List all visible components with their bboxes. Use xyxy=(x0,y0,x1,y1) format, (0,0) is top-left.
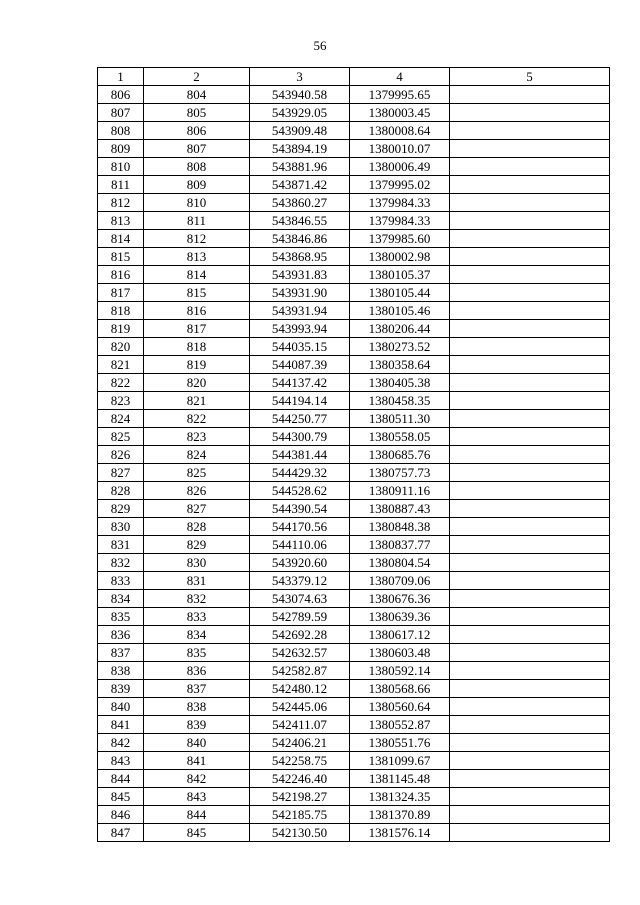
table-cell: 543846.86 xyxy=(250,230,350,248)
table-cell: 1380002.98 xyxy=(350,248,450,266)
table-cell: 827 xyxy=(98,464,144,482)
table-row xyxy=(98,788,610,806)
table-cell: 812 xyxy=(98,194,144,212)
table-cell xyxy=(450,752,610,770)
table-cell: 841 xyxy=(98,716,144,734)
table-cell: 822 xyxy=(98,374,144,392)
table-cell xyxy=(450,356,610,374)
table-cell: 1380592.14 xyxy=(350,662,450,680)
table-row xyxy=(98,572,610,590)
table-cell: 1380617.12 xyxy=(350,626,450,644)
table-cell: 1380639.36 xyxy=(350,608,450,626)
table-cell: 542406.21 xyxy=(250,734,350,752)
table-cell xyxy=(450,716,610,734)
table-cell: 1381576.14 xyxy=(350,824,450,842)
table-row xyxy=(98,500,610,518)
table-cell: 820 xyxy=(98,338,144,356)
table-cell: 814 xyxy=(144,266,250,284)
table-cell: 809 xyxy=(144,176,250,194)
table-cell: 829 xyxy=(144,536,250,554)
table-cell: 817 xyxy=(144,320,250,338)
table-cell: 542480.12 xyxy=(250,680,350,698)
column-header: 2 xyxy=(144,68,250,86)
table-row xyxy=(98,86,610,104)
table-row xyxy=(98,446,610,464)
table-cell xyxy=(450,122,610,140)
table-cell xyxy=(450,824,610,842)
table-cell: 838 xyxy=(98,662,144,680)
table-row xyxy=(98,356,610,374)
table-cell: 824 xyxy=(98,410,144,428)
table-cell xyxy=(450,446,610,464)
table-cell: 1380568.66 xyxy=(350,680,450,698)
table-cell: 1380511.30 xyxy=(350,410,450,428)
table-cell: 1380105.37 xyxy=(350,266,450,284)
table-cell: 543909.48 xyxy=(250,122,350,140)
table-cell: 1379984.33 xyxy=(350,212,450,230)
table-cell: 544035.15 xyxy=(250,338,350,356)
table-cell: 1380560.64 xyxy=(350,698,450,716)
table-cell: 543894.19 xyxy=(250,140,350,158)
table-cell: 841 xyxy=(144,752,250,770)
table-cell xyxy=(450,374,610,392)
table-cell: 544194.14 xyxy=(250,392,350,410)
table-cell: 815 xyxy=(98,248,144,266)
table-body xyxy=(98,86,610,842)
table-cell: 1380006.49 xyxy=(350,158,450,176)
table-cell: 542582.87 xyxy=(250,662,350,680)
table-cell: 843 xyxy=(144,788,250,806)
table-cell: 826 xyxy=(98,446,144,464)
table-row xyxy=(98,266,610,284)
table-cell xyxy=(450,626,610,644)
table-cell xyxy=(450,194,610,212)
table-cell: 840 xyxy=(98,698,144,716)
table-cell: 1380757.73 xyxy=(350,464,450,482)
table-cell xyxy=(450,518,610,536)
table-cell: 847 xyxy=(98,824,144,842)
table-cell xyxy=(450,608,610,626)
table-row xyxy=(98,824,610,842)
table-cell: 1379984.33 xyxy=(350,194,450,212)
table-cell xyxy=(450,320,610,338)
table-cell xyxy=(450,536,610,554)
table-cell: 543881.96 xyxy=(250,158,350,176)
table-cell: 542130.50 xyxy=(250,824,350,842)
table-cell: 1380887.43 xyxy=(350,500,450,518)
column-header: 1 xyxy=(98,68,144,86)
table-cell: 825 xyxy=(144,464,250,482)
table-cell: 544429.32 xyxy=(250,464,350,482)
table-cell: 842 xyxy=(98,734,144,752)
table-cell: 810 xyxy=(98,158,144,176)
table-cell: 818 xyxy=(98,302,144,320)
table-cell: 543871.42 xyxy=(250,176,350,194)
table-cell: 830 xyxy=(144,554,250,572)
table-cell: 822 xyxy=(144,410,250,428)
table-cell: 543920.60 xyxy=(250,554,350,572)
table-cell xyxy=(450,230,610,248)
table-cell: 834 xyxy=(98,590,144,608)
coordinates-table xyxy=(97,67,610,842)
table-cell: 821 xyxy=(98,356,144,374)
table-cell: 826 xyxy=(144,482,250,500)
table-cell: 831 xyxy=(98,536,144,554)
table-cell: 544137.42 xyxy=(250,374,350,392)
table-cell: 1380911.16 xyxy=(350,482,450,500)
table-cell: 543074.63 xyxy=(250,590,350,608)
table-cell: 1381145.48 xyxy=(350,770,450,788)
table-cell: 804 xyxy=(144,86,250,104)
table-cell: 838 xyxy=(144,698,250,716)
table-cell: 1380003.45 xyxy=(350,104,450,122)
table-cell xyxy=(450,410,610,428)
table-cell: 1380105.44 xyxy=(350,284,450,302)
table-cell: 1381370.89 xyxy=(350,806,450,824)
table-row xyxy=(98,176,610,194)
table-row xyxy=(98,770,610,788)
table-row xyxy=(98,608,610,626)
table-cell: 542246.40 xyxy=(250,770,350,788)
table-cell xyxy=(450,284,610,302)
table-cell: 814 xyxy=(98,230,144,248)
table-cell: 543868.95 xyxy=(250,248,350,266)
table-cell: 1380676.36 xyxy=(350,590,450,608)
table-row xyxy=(98,392,610,410)
table-row xyxy=(98,716,610,734)
table-row xyxy=(98,626,610,644)
table-cell xyxy=(450,140,610,158)
table-cell: 839 xyxy=(144,716,250,734)
table-cell: 543940.58 xyxy=(250,86,350,104)
table-row xyxy=(98,698,610,716)
table-cell: 827 xyxy=(144,500,250,518)
table-cell xyxy=(450,266,610,284)
table-row xyxy=(98,284,610,302)
table-cell: 543929.05 xyxy=(250,104,350,122)
column-header: 5 xyxy=(450,68,610,86)
table-cell: 835 xyxy=(144,644,250,662)
table-cell: 835 xyxy=(98,608,144,626)
table-cell: 824 xyxy=(144,446,250,464)
table-cell: 816 xyxy=(144,302,250,320)
table-cell: 825 xyxy=(98,428,144,446)
table-cell: 813 xyxy=(98,212,144,230)
table-cell xyxy=(450,500,610,518)
table-cell: 811 xyxy=(144,212,250,230)
table-cell: 832 xyxy=(98,554,144,572)
table-cell: 544300.79 xyxy=(250,428,350,446)
table-cell: 544528.62 xyxy=(250,482,350,500)
table-cell: 832 xyxy=(144,590,250,608)
table-cell: 1380105.46 xyxy=(350,302,450,320)
table-cell: 844 xyxy=(144,806,250,824)
table-cell xyxy=(450,302,610,320)
table-row xyxy=(98,122,610,140)
table-cell: 543860.27 xyxy=(250,194,350,212)
table-cell: 542411.07 xyxy=(250,716,350,734)
table-cell: 544381.44 xyxy=(250,446,350,464)
table-cell xyxy=(450,734,610,752)
table-cell: 836 xyxy=(144,662,250,680)
table-cell: 544170.56 xyxy=(250,518,350,536)
table-cell: 544250.77 xyxy=(250,410,350,428)
table-cell: 1380848.38 xyxy=(350,518,450,536)
table-row xyxy=(98,536,610,554)
table-cell: 839 xyxy=(98,680,144,698)
table-cell: 1379985.60 xyxy=(350,230,450,248)
table-cell: 819 xyxy=(98,320,144,338)
table-cell: 823 xyxy=(98,392,144,410)
table-cell: 543846.55 xyxy=(250,212,350,230)
table-row xyxy=(98,662,610,680)
table-header-row xyxy=(98,68,610,86)
table-cell: 1380709.06 xyxy=(350,572,450,590)
table-cell: 806 xyxy=(144,122,250,140)
table-cell xyxy=(450,212,610,230)
table-row xyxy=(98,302,610,320)
table-row xyxy=(98,680,610,698)
table-row xyxy=(98,518,610,536)
page-number: 56 xyxy=(313,38,327,53)
table-cell xyxy=(450,392,610,410)
table-cell: 1380685.76 xyxy=(350,446,450,464)
table-cell xyxy=(450,464,610,482)
table-row xyxy=(98,590,610,608)
table-row xyxy=(98,104,610,122)
table-cell: 819 xyxy=(144,356,250,374)
table-cell: 806 xyxy=(98,86,144,104)
table-cell xyxy=(450,698,610,716)
table-cell: 542185.75 xyxy=(250,806,350,824)
table-cell: 837 xyxy=(98,644,144,662)
table-cell: 1379995.65 xyxy=(350,86,450,104)
table-cell xyxy=(450,248,610,266)
table-cell: 1381099.67 xyxy=(350,752,450,770)
table-cell: 828 xyxy=(98,482,144,500)
table-cell xyxy=(450,806,610,824)
table-cell: 1380010.07 xyxy=(350,140,450,158)
table-row xyxy=(98,410,610,428)
table-cell: 1379995.02 xyxy=(350,176,450,194)
table-cell: 809 xyxy=(98,140,144,158)
table-cell: 544087.39 xyxy=(250,356,350,374)
table-row xyxy=(98,158,610,176)
table-cell: 816 xyxy=(98,266,144,284)
table-cell: 821 xyxy=(144,392,250,410)
table-cell: 842 xyxy=(144,770,250,788)
table-cell: 544390.54 xyxy=(250,500,350,518)
table-cell: 834 xyxy=(144,626,250,644)
table-cell: 823 xyxy=(144,428,250,446)
table-cell: 543931.94 xyxy=(250,302,350,320)
table-cell: 543931.83 xyxy=(250,266,350,284)
table-cell: 807 xyxy=(98,104,144,122)
column-header: 3 xyxy=(250,68,350,86)
table-cell: 815 xyxy=(144,284,250,302)
table-cell: 829 xyxy=(98,500,144,518)
table-cell xyxy=(450,680,610,698)
table-row xyxy=(98,338,610,356)
table-cell: 844 xyxy=(98,770,144,788)
table-cell: 542445.06 xyxy=(250,698,350,716)
table-cell: 1380603.48 xyxy=(350,644,450,662)
table-cell: 845 xyxy=(98,788,144,806)
table-cell: 807 xyxy=(144,140,250,158)
table-cell xyxy=(450,572,610,590)
table-cell: 810 xyxy=(144,194,250,212)
table-cell xyxy=(450,158,610,176)
table-cell xyxy=(450,86,610,104)
table-cell: 837 xyxy=(144,680,250,698)
table-cell: 543993.94 xyxy=(250,320,350,338)
table-cell: 1380551.76 xyxy=(350,734,450,752)
table-cell: 542692.28 xyxy=(250,626,350,644)
table-cell: 808 xyxy=(144,158,250,176)
table-row xyxy=(98,248,610,266)
table-cell xyxy=(450,104,610,122)
table-row xyxy=(98,554,610,572)
table-cell: 840 xyxy=(144,734,250,752)
table-cell: 812 xyxy=(144,230,250,248)
table-cell xyxy=(450,770,610,788)
table-cell: 1380206.44 xyxy=(350,320,450,338)
table-cell: 542258.75 xyxy=(250,752,350,770)
table-cell: 542632.57 xyxy=(250,644,350,662)
table-cell: 813 xyxy=(144,248,250,266)
table-row xyxy=(98,320,610,338)
table-cell xyxy=(450,662,610,680)
table-cell: 543379.12 xyxy=(250,572,350,590)
table-cell: 831 xyxy=(144,572,250,590)
table-cell: 805 xyxy=(144,104,250,122)
table-cell: 817 xyxy=(98,284,144,302)
table-row xyxy=(98,464,610,482)
table-cell: 1380558.05 xyxy=(350,428,450,446)
table-cell: 846 xyxy=(98,806,144,824)
table-cell: 542198.27 xyxy=(250,788,350,806)
table-cell: 836 xyxy=(98,626,144,644)
table-cell: 1380358.64 xyxy=(350,356,450,374)
table-cell: 833 xyxy=(144,608,250,626)
table-row xyxy=(98,140,610,158)
table-cell: 843 xyxy=(98,752,144,770)
table-cell: 1380405.38 xyxy=(350,374,450,392)
table-row xyxy=(98,212,610,230)
table-cell: 1380273.52 xyxy=(350,338,450,356)
table-row xyxy=(98,428,610,446)
table-cell: 544110.06 xyxy=(250,536,350,554)
table-cell xyxy=(450,338,610,356)
table-row xyxy=(98,752,610,770)
table-cell xyxy=(450,482,610,500)
table-cell: 820 xyxy=(144,374,250,392)
table-cell: 833 xyxy=(98,572,144,590)
table-cell xyxy=(450,176,610,194)
table-row xyxy=(98,644,610,662)
table-cell xyxy=(450,428,610,446)
table-cell xyxy=(450,554,610,572)
table-cell: 542789.59 xyxy=(250,608,350,626)
table-cell: 1380804.54 xyxy=(350,554,450,572)
table-cell: 845 xyxy=(144,824,250,842)
table-cell: 828 xyxy=(144,518,250,536)
table-row xyxy=(98,374,610,392)
table-cell: 1380552.87 xyxy=(350,716,450,734)
table-row xyxy=(98,734,610,752)
table-cell: 818 xyxy=(144,338,250,356)
table-cell xyxy=(450,788,610,806)
table-cell xyxy=(450,590,610,608)
column-header: 4 xyxy=(350,68,450,86)
table-cell: 1380008.64 xyxy=(350,122,450,140)
table-cell: 808 xyxy=(98,122,144,140)
table-cell xyxy=(450,644,610,662)
table-cell: 1381324.35 xyxy=(350,788,450,806)
table-row xyxy=(98,194,610,212)
table-cell: 543931.90 xyxy=(250,284,350,302)
table-row xyxy=(98,806,610,824)
table-cell: 1380458.35 xyxy=(350,392,450,410)
table-row xyxy=(98,482,610,500)
table-cell: 1380837.77 xyxy=(350,536,450,554)
table-row xyxy=(98,230,610,248)
table-cell: 830 xyxy=(98,518,144,536)
table-cell: 811 xyxy=(98,176,144,194)
